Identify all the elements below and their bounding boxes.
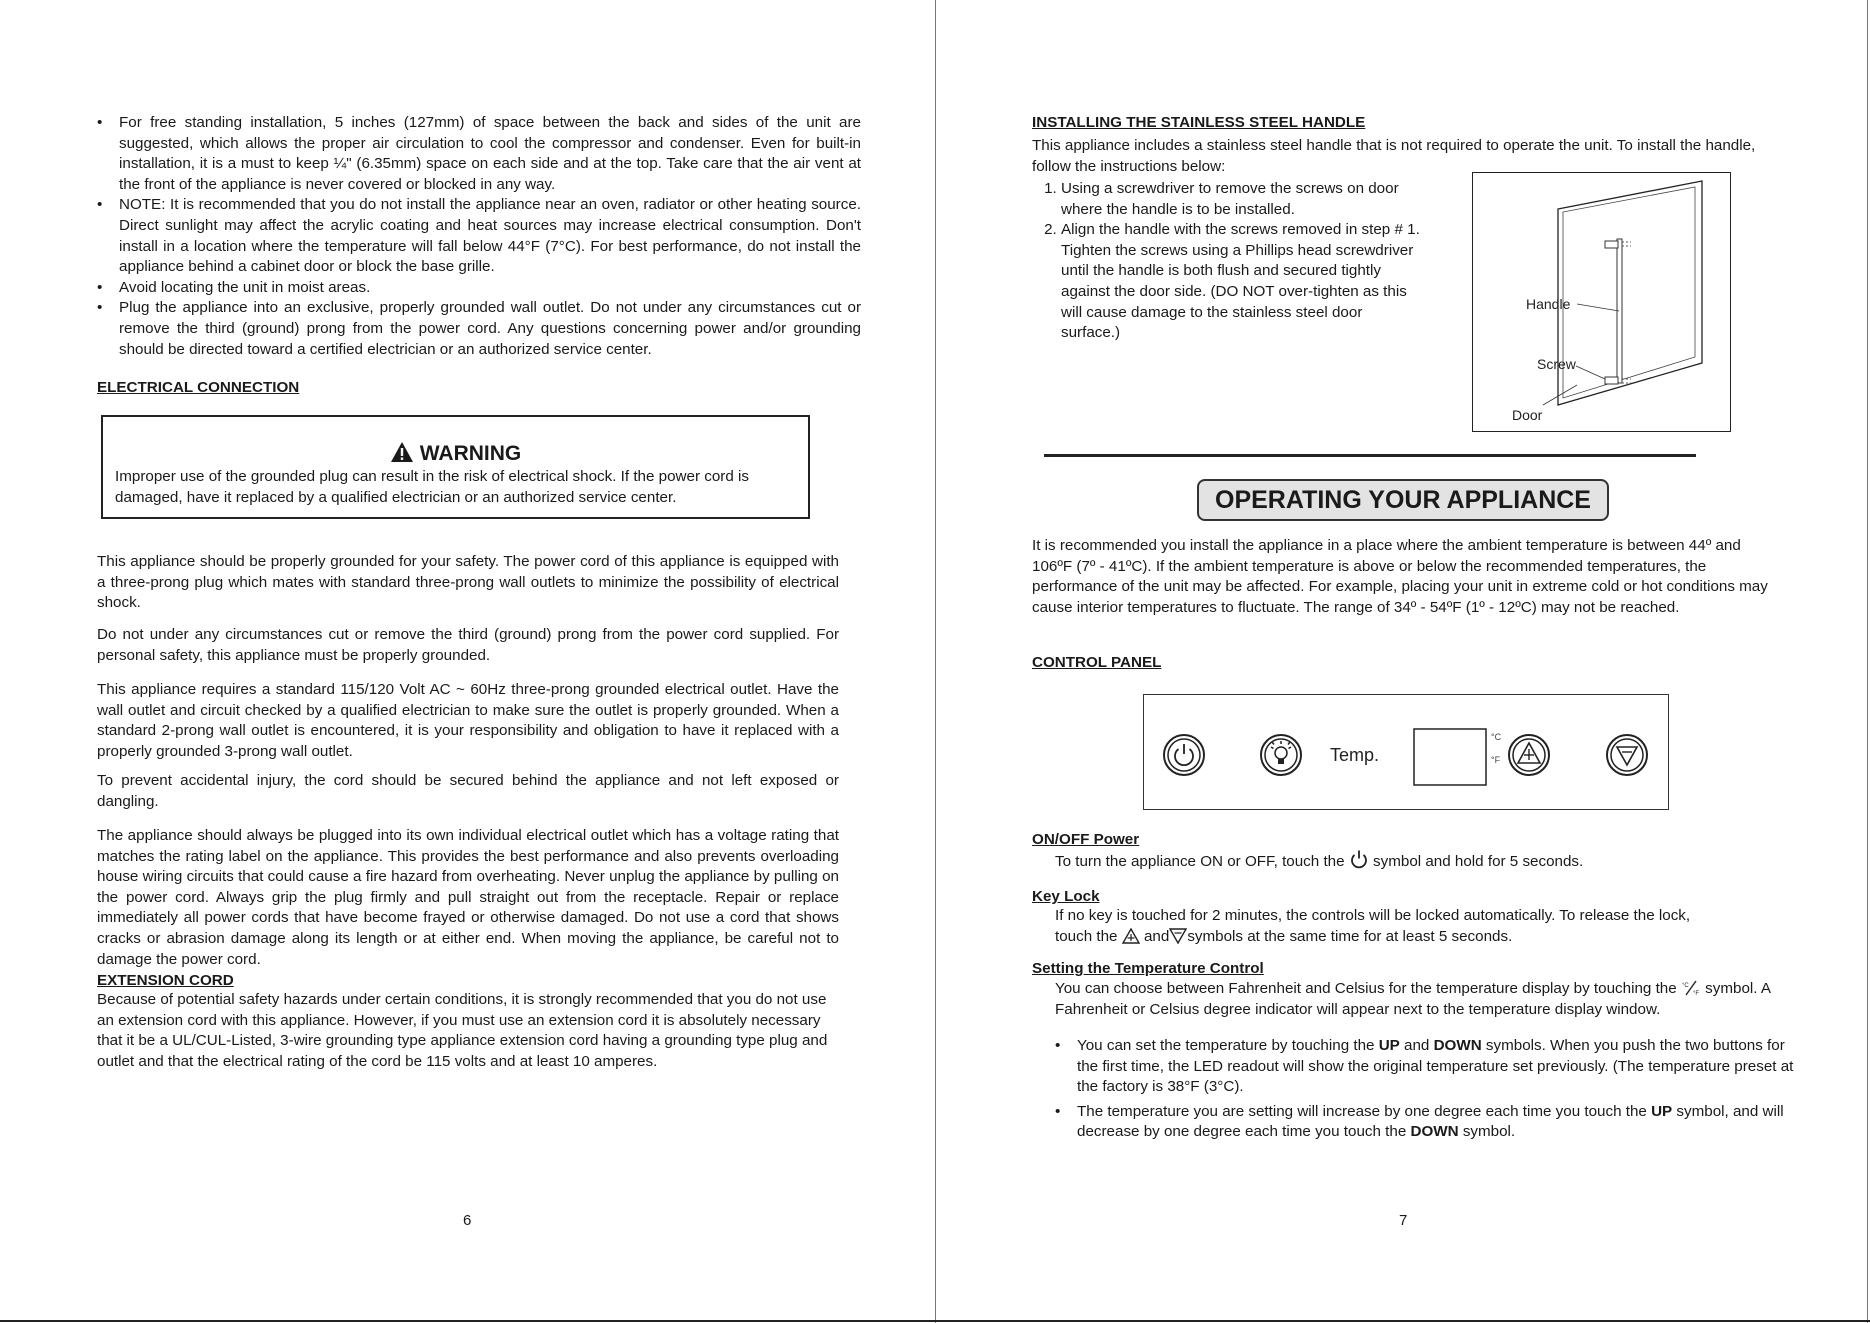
- page-7: [935, 0, 1870, 1323]
- keylock-touch-the: touch the: [1055, 927, 1118, 945]
- down-button-icon: [1607, 735, 1647, 775]
- door-handle-illustration: [1473, 173, 1729, 430]
- temp-control-intro: [1055, 979, 1795, 1020]
- control-panel-heading: CONTROL PANEL: [1032, 654, 1162, 671]
- diagram-label-screw: Screw: [1537, 356, 1576, 372]
- section-divider: [1044, 454, 1696, 457]
- warning-title: [103, 441, 808, 466]
- up-symbol-icon: [1122, 928, 1140, 944]
- warning-text: Improper use of the grounded plug can result in the risk of electrical shock. If the power cord is damaged, have it replaced by a qualified electrician or an authorized service center.: [115, 468, 749, 506]
- extension-cord-heading: EXTENSION CORD: [97, 972, 234, 989]
- svg-text:°C: °C: [1681, 983, 1689, 989]
- page-number-7: 7: [1399, 1212, 1408, 1229]
- keylock-heading: Key Lock: [1032, 888, 1100, 905]
- temp-bullet-2-a: The temperature you are setting will increase by one degree each time you touch the: [1077, 1102, 1652, 1120]
- unit-toggle-icon: [1681, 980, 1701, 996]
- bullet-plug: • Plug the appliance into an exclusive, properly grounded wall outlet. Do not under any circumstances cut or remove the third (ground) prong from the power cord. Any questions concerning power and/or grounding should be directed toward a certified electrician or an authorized service center.: [119, 298, 861, 360]
- bullet-note: • NOTE: It is recommended that you do not install the appliance near an oven, radiator or other heating source. Direct sunlight may affect the acrylic coating and heat sources may increase electrical consumption. Don't install in a location where the temperature will fall below 44°F (7°C). For best performance, do not install the appliance behind a cabinet door or block the base grille.: [119, 195, 861, 277]
- handle-intro: This appliance includes a stainless steel handle that is not required to operate the unit. To install the handle, follow the instructions below:: [1032, 137, 1756, 175]
- warning-box: [101, 415, 810, 519]
- temp-bullet-1-c: symbols. When you push the two buttons for the first time, the LED readout will show the original temperature set previously. (The temperature preset at the factory is 38°F (3°C).: [1077, 1037, 1794, 1096]
- onoff-text: [1055, 849, 1775, 873]
- temp-control-heading: Setting the Temperature Control: [1032, 960, 1264, 977]
- temp-bullet-2-b: symbol, and will decrease by one degree each time you touch the: [1077, 1102, 1784, 1141]
- onoff-text-after: symbol and hold for 5 seconds.: [1373, 853, 1584, 870]
- temp-bullet-1-down: DOWN: [1433, 1037, 1482, 1054]
- bullet-free-standing: • For free standing installation, 5 inches (127mm) of space between the back and sides of the unit are suggested, which allows the proper air circulation to cool the compressor and condenser. Even for built-in installation, it is a must to keep ¼" (6.35mm) space on each side and at the top. Take care that the air vent at the front of the appliance is never covered or blocked in any way.: [119, 113, 861, 195]
- onoff-text-before: To turn the appliance ON or OFF, touch the: [1055, 853, 1345, 870]
- temp-bullet-1: [1077, 1036, 1801, 1098]
- power-symbol-icon: [1349, 849, 1369, 869]
- keylock-line-1: If no key is touched for 2 minutes, the controls will be locked automatically. To release the lock,: [1055, 907, 1691, 924]
- temp-bullet-2-down: DOWN: [1410, 1123, 1459, 1141]
- svg-text:°F: °F: [1692, 991, 1699, 996]
- temp-control-bullets: [1055, 1036, 1801, 1143]
- warning-triangle-icon: [390, 441, 414, 463]
- installation-bullets: [97, 113, 861, 360]
- paragraph-individual-outlet: The appliance should always be plugged into its own individual electrical outlet which has a voltage rating that matches the rating label on the appliance. This provides the best performance and also prevents overloading house wiring circuits that could cause a fire hazard from overheating. Never unplug the appliance by pulling on the power cord. Always grip the plug firmly and pull straight out from the receptacle. Repair or replace immediately all power cords that have become frayed or otherwise damaged. Do not use a cord that shows cracks or abrasion damage along its length or at either end. When moving the appliance, be careful not to damage the power cord.: [97, 827, 839, 968]
- keylock-text: [1055, 906, 1795, 947]
- down-symbol-icon: [1169, 928, 1187, 944]
- paragraph-grounded: This appliance should be properly grounded for your safety. The power cord of this appliance is equipped with a three-prong plug which mates with standard three-prong wall outlets to minimize the possibility of electrical shock.: [97, 553, 839, 612]
- temperature-display-window: [1414, 729, 1486, 785]
- temp-control-intro-before: You can choose between Fahrenheit and Celsius for the temperature display by touching the: [1055, 980, 1677, 997]
- keylock-line-2-end: symbols at the same time for at least 5 seconds.: [1187, 927, 1513, 945]
- temp-bullet-1-a: You can set the temperature by touching the: [1077, 1037, 1379, 1054]
- scan-bottom-edge: [0, 1320, 1870, 1322]
- panel-unit-f: °F: [1491, 755, 1501, 765]
- extension-cord-text: Because of potential safety hazards under certain conditions, it is strongly recommended that you do not use an extension cord with this appliance. However, if you must use an extension cord it is absolutely necessary that it be a UL/CUL-Listed, 3-wire grounding type appliance extension cord having a grounding type plug and outlet and that the electrical rating of the cord be 115 volts and at least 10 amperes.: [97, 991, 828, 1070]
- handle-diagram: [1472, 172, 1731, 432]
- page-number-6: 6: [463, 1212, 472, 1229]
- paragraph-cord-secured: To prevent accidental injury, the cord should be secured behind the appliance and not left exposed or dangling.: [97, 772, 839, 810]
- diagram-label-handle: Handle: [1526, 296, 1571, 312]
- temp-bullet-1-up: UP: [1378, 1037, 1400, 1054]
- handle-step-1: 1. Using a screwdriver to remove the screws on door where the handle is to be installed.: [1061, 179, 1421, 220]
- operating-title-banner: OPERATING YOUR APPLIANCE: [1197, 479, 1609, 521]
- keylock-line-2: [1055, 927, 1795, 948]
- light-button-icon: [1261, 735, 1301, 775]
- keylock-and: and: [1143, 927, 1170, 945]
- ambient-paragraph: It is recommended you install the appliance in a place where the ambient temperature is between 44º and 106ºF (7º - 41ºC). If the ambient temperature is above or below the recommended temperatures, the performance of the unit may be affected. For example, placing your unit in extreme cold or hot conditions may cause interior temperatures to fluctuate. The range of 34º - 54ºF (1º - 12ºC) may not be reached.: [1032, 537, 1768, 616]
- onoff-heading: ON/OFF Power: [1032, 831, 1140, 848]
- temp-bullet-2-up: UP: [1651, 1102, 1673, 1120]
- warning-title-text: WARNING: [419, 442, 522, 465]
- paragraph-ground-prong: Do not under any circumstances cut or remove the third (ground) prong from the power cord supplied. For personal safety, this appliance must be properly grounded.: [97, 626, 839, 664]
- control-panel-illustration: [1144, 695, 1668, 808]
- paragraph-outlet: This appliance requires a standard 115/120 Volt AC ~ 60Hz three-prong grounded electrical outlet. Have the wall outlet and circuit checked by a qualified electrician to make sure the outlet is properly grounded. When a standard 2-prong wall outlet is encountered, it is your responsibility and obligation to have it replaced with a properly grounded 3-prong wall outlet.: [97, 681, 839, 760]
- control-panel-diagram: [1143, 694, 1669, 810]
- up-button-icon: [1509, 735, 1549, 775]
- temp-bullet-2-c: symbol.: [1458, 1123, 1516, 1141]
- temp-bullet-2: [1077, 1102, 1801, 1143]
- power-button-icon: [1164, 735, 1204, 775]
- bullet-moist: • Avoid locating the unit in moist areas.: [119, 278, 861, 299]
- handle-steps: [1032, 179, 1421, 344]
- diagram-label-door: Door: [1512, 407, 1543, 423]
- temp-bullet-1-b: and: [1399, 1037, 1434, 1054]
- panel-unit-c: °C: [1491, 732, 1502, 742]
- handle-step-2: 2. Align the handle with the screws removed in step # 1. Tighten the screws using a Phillips head screwdriver until the handle is both flush and secured tightly against the door side. (DO NOT over-tighten as this will cause damage to the stainless steel door surface.): [1061, 220, 1421, 344]
- panel-temp-label: Temp.: [1330, 745, 1380, 765]
- electrical-connection-heading: ELECTRICAL CONNECTION: [97, 379, 300, 396]
- temp-control-intro-after: symbol. A Fahrenheit or Celsius degree indicator will appear next to the temperature display window.: [1055, 980, 1771, 1018]
- handle-heading: INSTALLING THE STAINLESS STEEL HANDLE: [1032, 114, 1366, 131]
